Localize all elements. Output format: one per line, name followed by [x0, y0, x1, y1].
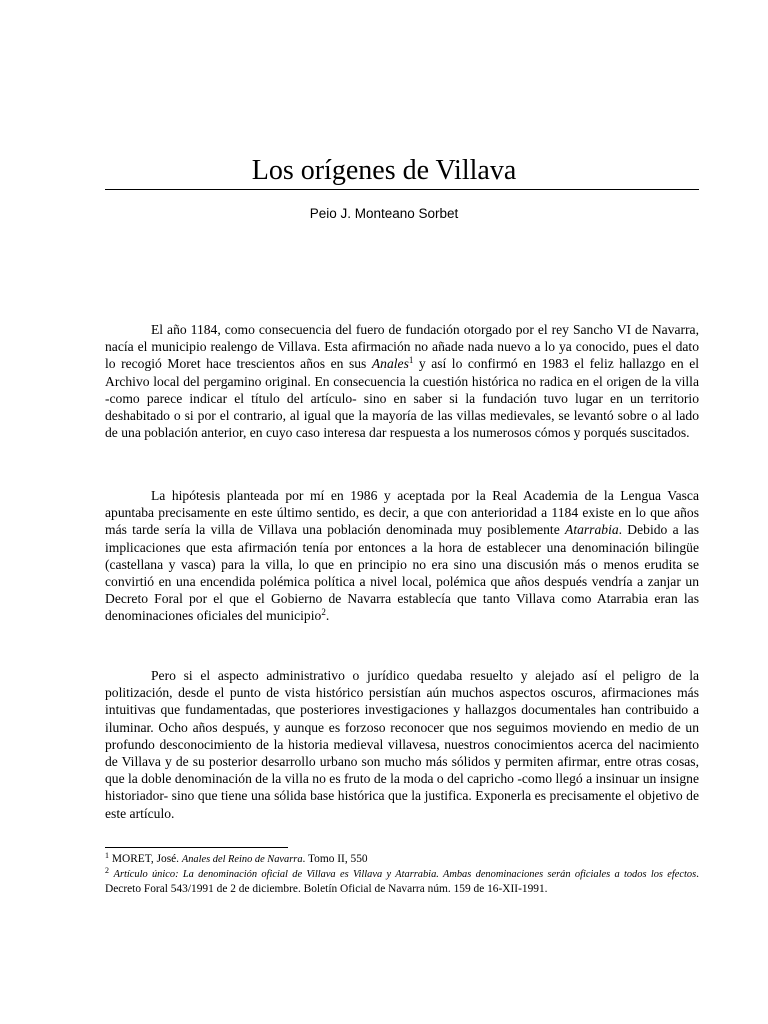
footnote-mark-2: 2: [105, 866, 109, 875]
paragraph-1-text-a: El año 1184, como consecuencia del fuero de fundación otorgado por el rey Sancho VI de Navarra, nacía el municipio realengo de Villava. Esta afirmación no añade nada nuevo a lo ya conocido, pues el dato lo recogió Moret hace trescientos años en sus: [105, 322, 699, 372]
paragraph-2: [105, 487, 699, 625]
footnote-mark-1: 1: [105, 851, 109, 860]
paragraph-2-text-b: . Debido a las implicaciones que esta afirmación tenía por entonces a la hora de establecer una denominación bilingüe (castellana y vasca) para la villa, lo que en principio no era sino una discusión más o menos erudita se convirtió en una encendida polémica política a nivel local, polémica que años después vendría a zanjar un Decreto Foral por el que el Gobierno de Navarra establecía que tanto Villava como Atarrabia eran las denominaciones oficiales del municipio: [105, 522, 699, 624]
paragraph-3: Pero si el aspecto administrativo o jurídico quedaba resuelto y alejado así el peligro de la politización, desde el punto de vista histórico persistían aún muchos aspectos oscuros, afirmaciones más intuitivas que fundamentadas, que posteriores investigaciones y hallazgos documentales han contribuido a iluminar. Ocho años después, y aunque es forzoso reconocer que nos seguimos moviendo en medio de un profundo desconocimiento de la historia medieval villavesa, nuestros conocimientos acerca del nacimiento de Villava y de su posterior desarrollo urbano son mucho más sólidos y permiten afirmar, entre otras cosas, que la doble denominación de la villa no es fruto de la moda o del capricho -como llegó a insinuar un insigne historiador- sino que tiene una sólida base histórica que la justifica. Exponerla es precisamente el objetivo de este artículo.: [105, 668, 699, 821]
footnote-1-title: Anales del Reino de Navarra: [181, 854, 303, 865]
footnotes: [105, 852, 699, 897]
footnote-1: [105, 852, 699, 867]
footnote-2-rest: . Decreto Foral 543/1991 de 2 de diciembre. Boletín Oficial de Navarra núm. 159 de 16-XII-1991.: [105, 868, 699, 895]
anales-reference: Anales: [371, 356, 409, 372]
paragraph-2-text-a: La hipótesis planteada por mí en 1986 y aceptada por la Real Academia de la Lengua Vasca apuntaba precisamente en este último sentido, es decir, a que con anterioridad a 1184 existe en lo que años más tarde sería la villa de Villava una población denominada muy posiblemente: [105, 488, 699, 538]
title-underline: [105, 189, 699, 190]
footnote-2-quote: Artículo único: La denominación oficial de Villava es Villava y Atarrabia. Ambas denominaciones serán oficiales a todos los efectos: [113, 869, 697, 880]
footnote-ref-2[interactable]: 2: [321, 607, 326, 618]
author-name: Peio J. Monteano Sorbet: [309, 206, 459, 221]
footnote-2: [105, 867, 699, 897]
footnote-ref-1[interactable]: 1: [408, 355, 414, 366]
paragraph-1: [105, 321, 699, 441]
paragraph-2-text-c: .: [325, 608, 330, 624]
document-title: Los orígenes de Villava: [251, 155, 517, 186]
footnote-1-lead: MORET, José.: [109, 853, 182, 865]
atarrabia-term: Atarrabia: [565, 522, 619, 538]
paragraph-1-text-b: y así lo confirmó en 1983 el feliz hallazgo en el Archivo local del pergamino original. En consecuencia la cuestión histórica no radica en el origen de la villa -como parece indicar el título del artículo- sino en saber si la fundación tuvo lugar en un territorio deshabitado o si por el contrario, al igual que la mayoría de las villas medievales, se levantó sobre o al lado de una población anterior, en cuyo caso interesa dar respuesta a los numerosos cómos y porqués suscitados.: [105, 356, 700, 441]
footnote-separator: [105, 847, 288, 848]
footnote-1-rest: . Tomo II, 550: [302, 853, 368, 865]
